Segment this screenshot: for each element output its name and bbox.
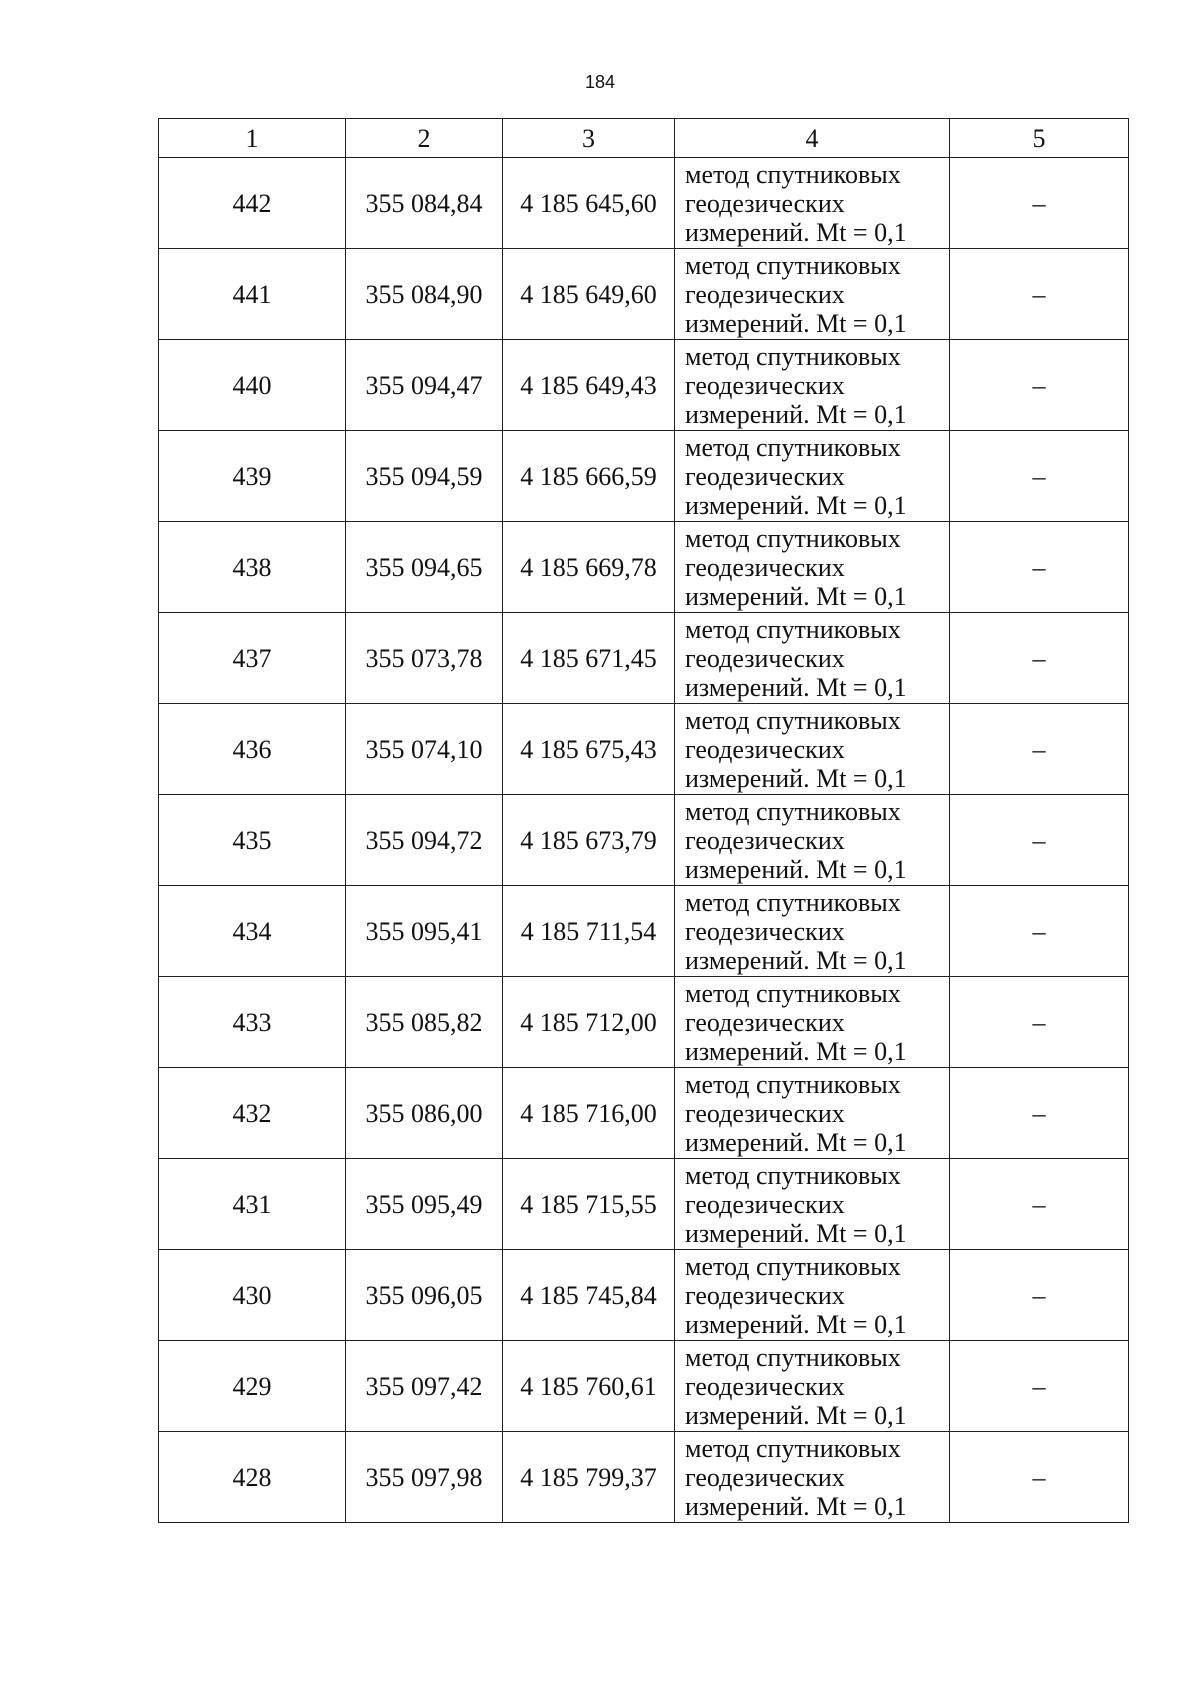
point-number-cell: 437 [159, 613, 346, 704]
note-cell: – [950, 704, 1129, 795]
table-row [159, 1159, 1129, 1250]
y-coordinate-cell: 4 185 745,84 [503, 1250, 675, 1341]
note-cell: – [950, 886, 1129, 977]
table-row [159, 1068, 1129, 1159]
note-cell: – [950, 613, 1129, 704]
method-cell: метод спутниковых геодезических измерений. Mt = 0,1 [675, 1341, 950, 1432]
y-coordinate-cell: 4 185 675,43 [503, 704, 675, 795]
y-coordinate-cell: 4 185 711,54 [503, 886, 675, 977]
x-coordinate-cell: 355 084,90 [346, 249, 503, 340]
method-cell: метод спутниковых геодезических измерений. Mt = 0,1 [675, 1068, 950, 1159]
method-cell: метод спутниковых геодезических измерений. Mt = 0,1 [675, 249, 950, 340]
table-row [159, 613, 1129, 704]
point-number-cell: 434 [159, 886, 346, 977]
y-coordinate-cell: 4 185 666,59 [503, 431, 675, 522]
method-cell: метод спутниковых геодезических измерений. Mt = 0,1 [675, 613, 950, 704]
y-coordinate-cell: 4 185 649,43 [503, 340, 675, 431]
y-coordinate-cell: 4 185 760,61 [503, 1341, 675, 1432]
point-number-cell: 440 [159, 340, 346, 431]
y-coordinate-cell: 4 185 799,37 [503, 1432, 675, 1523]
x-coordinate-cell: 355 097,42 [346, 1341, 503, 1432]
table-row [159, 1250, 1129, 1341]
point-number-cell: 438 [159, 522, 346, 613]
y-coordinate-cell: 4 185 715,55 [503, 1159, 675, 1250]
x-coordinate-cell: 355 086,00 [346, 1068, 503, 1159]
method-cell: метод спутниковых геодезических измерений. Mt = 0,1 [675, 340, 950, 431]
x-coordinate-cell: 355 094,59 [346, 431, 503, 522]
point-number-cell: 432 [159, 1068, 346, 1159]
point-number-cell: 441 [159, 249, 346, 340]
point-number-cell: 430 [159, 1250, 346, 1341]
method-cell: метод спутниковых геодезических измерений. Mt = 0,1 [675, 704, 950, 795]
table-body [159, 158, 1129, 1523]
y-coordinate-cell: 4 185 645,60 [503, 158, 675, 249]
y-coordinate-cell: 4 185 669,78 [503, 522, 675, 613]
x-coordinate-cell: 355 094,47 [346, 340, 503, 431]
point-number-cell: 436 [159, 704, 346, 795]
method-cell: метод спутниковых геодезических измерений. Mt = 0,1 [675, 1250, 950, 1341]
y-coordinate-cell: 4 185 712,00 [503, 977, 675, 1068]
table-row [159, 886, 1129, 977]
point-number-cell: 442 [159, 158, 346, 249]
note-cell: – [950, 431, 1129, 522]
x-coordinate-cell: 355 073,78 [346, 613, 503, 704]
point-number-cell: 435 [159, 795, 346, 886]
method-cell: метод спутниковых геодезических измерений. Mt = 0,1 [675, 431, 950, 522]
column-header-1: 1 [159, 119, 346, 158]
note-cell: – [950, 795, 1129, 886]
point-number-cell: 431 [159, 1159, 346, 1250]
page-number: 184 [584, 72, 616, 92]
x-coordinate-cell: 355 084,84 [346, 158, 503, 249]
table-row [159, 977, 1129, 1068]
method-cell: метод спутниковых геодезических измерений. Mt = 0,1 [675, 1159, 950, 1250]
point-number-cell: 433 [159, 977, 346, 1068]
x-coordinate-cell: 355 095,49 [346, 1159, 503, 1250]
method-cell: метод спутниковых геодезических измерений. Mt = 0,1 [675, 977, 950, 1068]
table-row [159, 158, 1129, 249]
point-number-cell: 428 [159, 1432, 346, 1523]
note-cell: – [950, 1250, 1129, 1341]
note-cell: – [950, 1159, 1129, 1250]
note-cell: – [950, 340, 1129, 431]
point-number-cell: 439 [159, 431, 346, 522]
y-coordinate-cell: 4 185 716,00 [503, 1068, 675, 1159]
x-coordinate-cell: 355 085,82 [346, 977, 503, 1068]
coordinates-table [158, 118, 1129, 1523]
x-coordinate-cell: 355 097,98 [346, 1432, 503, 1523]
column-header-5: 5 [950, 119, 1129, 158]
point-number-cell: 429 [159, 1341, 346, 1432]
y-coordinate-cell: 4 185 649,60 [503, 249, 675, 340]
table-row [159, 431, 1129, 522]
method-cell: метод спутниковых геодезических измерений. Mt = 0,1 [675, 158, 950, 249]
note-cell: – [950, 158, 1129, 249]
x-coordinate-cell: 355 095,41 [346, 886, 503, 977]
method-cell: метод спутниковых геодезических измерений. Mt = 0,1 [675, 795, 950, 886]
table-row [159, 340, 1129, 431]
column-header-3: 3 [503, 119, 675, 158]
table-header-row [159, 119, 1129, 158]
note-cell: – [950, 522, 1129, 613]
note-cell: – [950, 1432, 1129, 1523]
note-cell: – [950, 1068, 1129, 1159]
y-coordinate-cell: 4 185 673,79 [503, 795, 675, 886]
method-cell: метод спутниковых геодезических измерений. Mt = 0,1 [675, 886, 950, 977]
x-coordinate-cell: 355 074,10 [346, 704, 503, 795]
table-row [159, 704, 1129, 795]
column-header-2: 2 [346, 119, 503, 158]
table-row [159, 522, 1129, 613]
method-cell: метод спутниковых геодезических измерений. Mt = 0,1 [675, 522, 950, 613]
table-row [159, 795, 1129, 886]
method-cell: метод спутниковых геодезических измерений. Mt = 0,1 [675, 1432, 950, 1523]
table-row [159, 249, 1129, 340]
column-header-4: 4 [675, 119, 950, 158]
x-coordinate-cell: 355 094,65 [346, 522, 503, 613]
table-row [159, 1341, 1129, 1432]
note-cell: – [950, 1341, 1129, 1432]
table-row [159, 1432, 1129, 1523]
x-coordinate-cell: 355 094,72 [346, 795, 503, 886]
note-cell: – [950, 977, 1129, 1068]
x-coordinate-cell: 355 096,05 [346, 1250, 503, 1341]
note-cell: – [950, 249, 1129, 340]
y-coordinate-cell: 4 185 671,45 [503, 613, 675, 704]
